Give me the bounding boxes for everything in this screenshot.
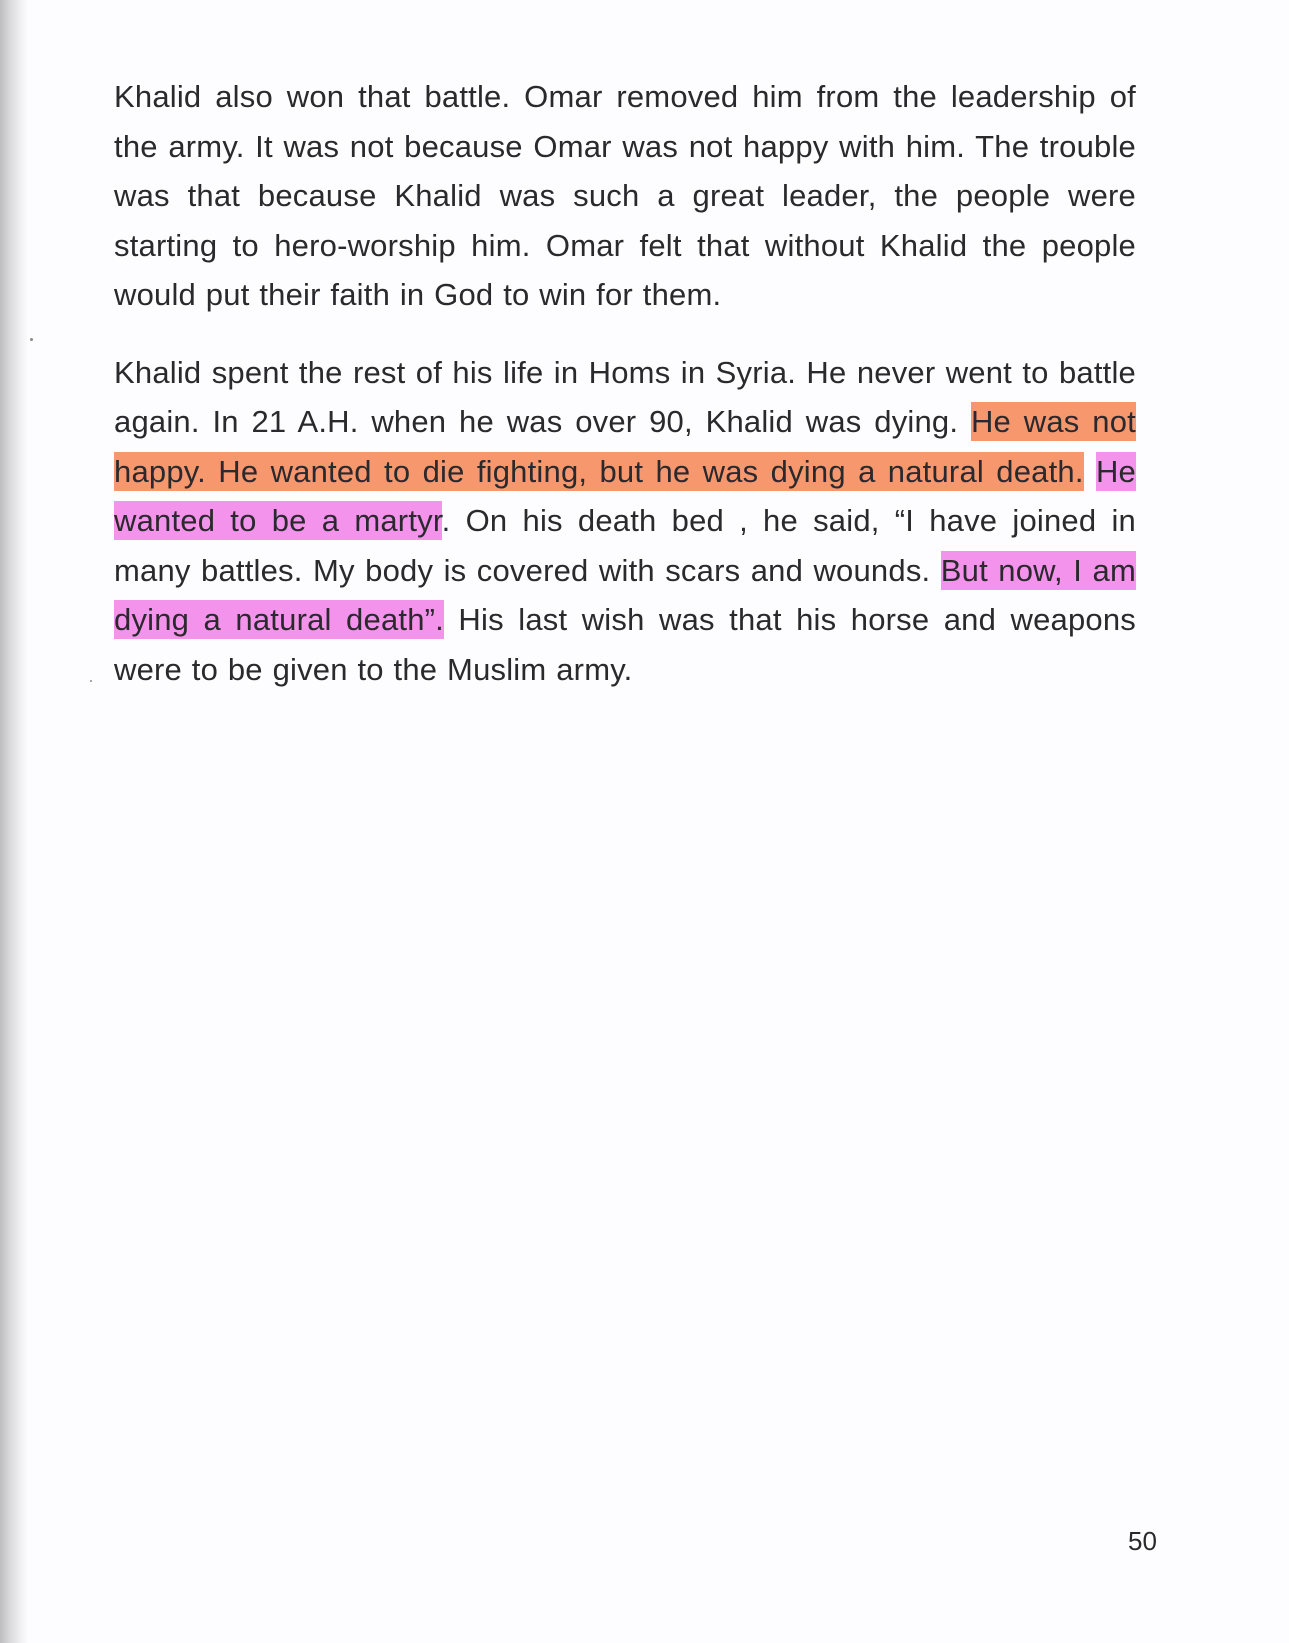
scan-speck [90,680,92,682]
paragraph-1-text: Khalid also won that battle. Omar removed him from the leadership of the army. It was not because Omar was not happy with him. The trouble was that because Khalid was such a great leader, the people were starting to hero-worship him. Omar felt that without Khalid the people would put their faith in God to win for them. [114,79,1136,312]
paragraph-2 [114,348,1136,695]
paragraph-1 [114,72,1136,320]
scan-speck [30,338,33,341]
orange-highlight: He was not happy. He wanted to die fighting, but he was dying a natural death. [114,404,1136,489]
paragraph-2-text-start: Khalid spent the rest of his life in Homs in Syria. He never went to battle again. In 21 A.H. when he was over 90, Khalid was dying. [114,354,1136,439]
body-text [114,72,1136,694]
pink-highlight-quote: But now, I am dying a natural death”. [114,552,1136,637]
pink-highlight-martyr: He wanted to be a martyr [114,453,1136,538]
page-binding-shadow [0,0,28,1643]
paragraph-2-text-end: His last wish was that his horse and weapons were to be given to the Muslim army. [114,602,1136,687]
paragraph-2-text-middle: . On his death bed , he said, “I have joined in many battles. My body is covered with scars and wounds. [114,503,1136,588]
paragraph-2-space [1084,454,1096,489]
page-number: 50 [1128,1526,1157,1556]
